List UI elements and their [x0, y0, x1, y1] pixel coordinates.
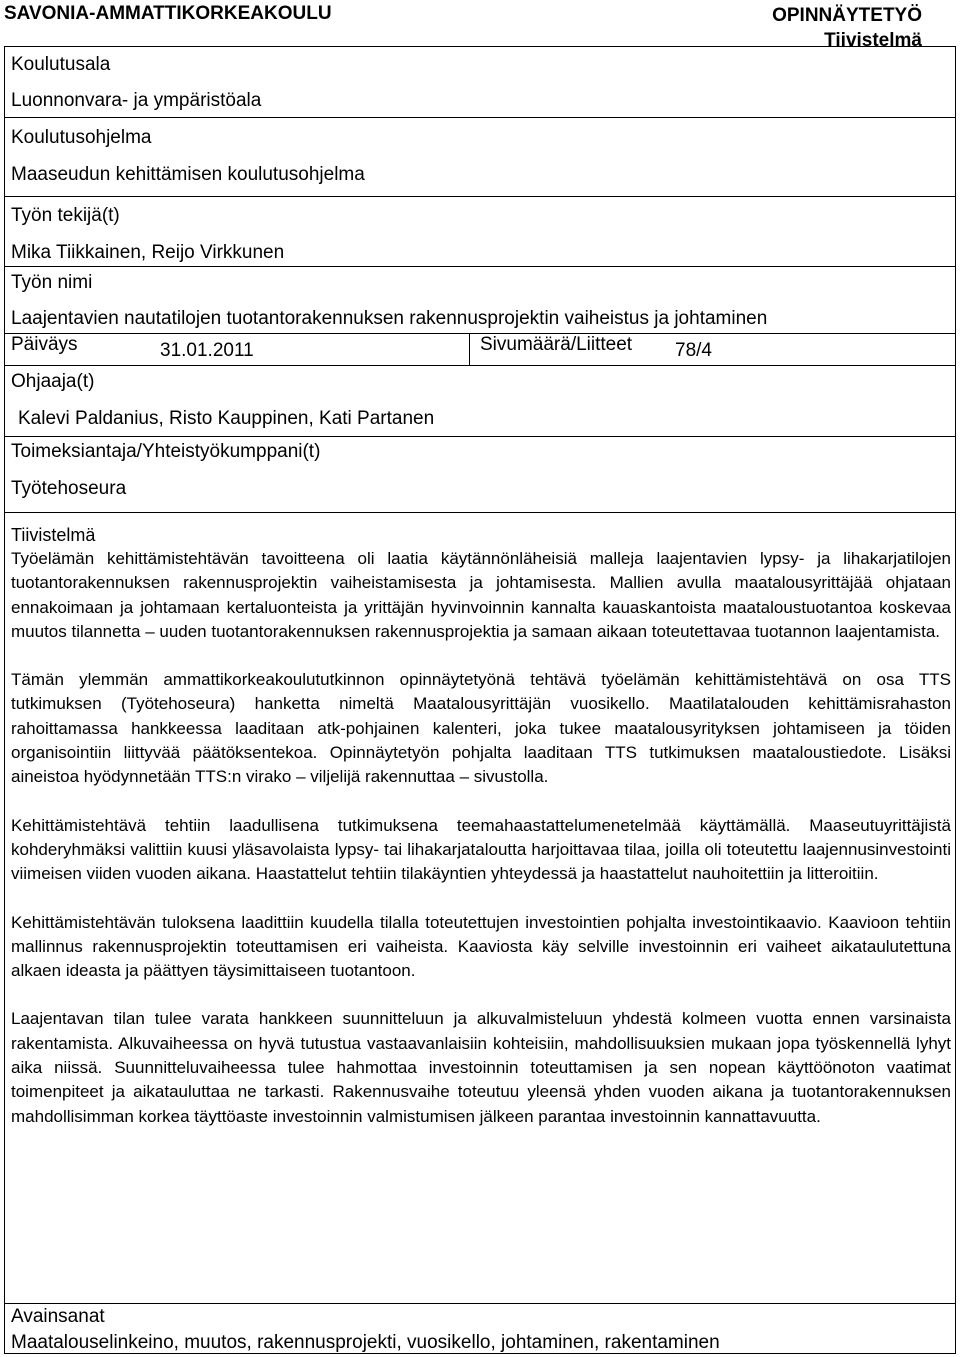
divider: [4, 1303, 956, 1304]
koulutusohjelma-value: Maaseudun kehittämisen koulutusohjelma: [11, 164, 365, 185]
divider: [469, 333, 470, 365]
ohjaaja-value: Kalevi Paldanius, Risto Kauppinen, Kati Partanen: [18, 408, 435, 429]
nimi-label: Työn nimi: [11, 272, 93, 293]
avainsanat-label: Avainsanat: [11, 1306, 105, 1327]
abstract-paragraph: Kehittämistehtävä tehtiin laadullisena tutkimuksena teemahaastattelumenetelmää käyttämällä. Maaseutuyrittäjistä kohderyhmäksi valittiin kuusi yläsavolaista lypsy- tai lihakarjataloutta harjoittavaa tilaa, joilla oli toteutettu laajennusinvestointi viimeisen viiden vuoden aikana. Haastattelut tehtiin tilakäyntien yhteydessä ja haastattelut nauhoitettiin ja litteroitiin.: [11, 815, 951, 884]
toimeksiantaja-label: Toimeksiantaja/Yhteistyökumppani(t): [11, 441, 321, 462]
divider: [4, 266, 956, 267]
tekijat-value: Mika Tiikkainen, Reijo Virkkunen: [11, 242, 285, 263]
divider: [4, 365, 956, 366]
koulutusala-label: Koulutusala: [11, 54, 111, 75]
toimeksiantaja-value: Työtehoseura: [11, 478, 127, 499]
ohjaaja-label: Ohjaaja(t): [11, 371, 95, 392]
divider: [4, 512, 956, 513]
document-type-title: OPINNÄYTETYÖ: [772, 5, 922, 26]
nimi-value: Laajentavien nautatilojen tuotantorakennuksen rakennusprojektin vaiheistus ja johtaminen: [11, 308, 768, 329]
paivays-value: 31.01.2011: [160, 340, 254, 361]
abstract-body: [11, 547, 951, 1153]
abstract-paragraph: Kehittämistehtävän tuloksena laadittiin kuudella tilalla toteutettujen investointien pohjalta investointikaavio. Kaavioon tehtiin mallinnus rakennusprojektin toteuttamisen eri vaiheista. Kaaviosta käy selville investoinnin eri vaiheet aikataulutettuna alkaen ideasta ja päättyen täysimittaiseen tuotantoon.: [11, 912, 951, 981]
tiivistelma-label: Tiivistelmä: [11, 525, 96, 545]
abstract-paragraph: Työelämän kehittämistehtävän tavoitteena oli laatia käytännönläheisiä malleja laajentavien lypsy- ja lihakarjatilojen tuotantorakennuksen rakennusprojektin vaiheistamisesta ja johtamisesta. Mallien avulla maatalousyrittäjää ohjataan ennakoimaan ja johtamaan kertaluonteista ja yrittäjän hyvinvoinnin kannalta kauaskantoista maataloustuotantoa koskevaa muutos tilannetta – uuden tuotantorakennuksen rakennusprojektia ja samaan aikaan toteutettavaa tuotannon laajentamista.: [11, 549, 951, 641]
document-type-subtitle: Tiivistelmä: [824, 30, 922, 51]
koulutusohjelma-label: Koulutusohjelma: [11, 127, 152, 148]
divider: [4, 117, 956, 118]
sivumaara-value: 78/4: [675, 340, 712, 361]
abstract-paragraph: Tämän ylemmän ammattikorkeakoulututkinnon opinnäytetyönä tehtävä työelämän kehittämistehtävä on osa TTS tutkimuksen (Työtehoseura) hanketta nimeltä Maatalousyrittäjän vuosikello. Maatilatalouden kehittämisrahaston rahoittamassa hankkeessa laaditaan atk-pohjainen kalenteri, joka tukee maatalousyrityksen johtamiseen ja töiden organisointiin liittyvää päätöksentekoa. Opinnäytetyön pohjalta laaditaan TTS tutkimuksen maataloustiedote. Lisäksi aineistoa hyödynnetään TTS:n virako – viljelijä rakennuttaa – sivustolla.: [11, 670, 951, 787]
paivays-label: Päiväys: [11, 334, 78, 355]
school-name: SAVONIA-AMMATTIKORKEAKOULU: [4, 3, 332, 24]
divider: [4, 436, 956, 437]
sivumaara-label: Sivumäärä/Liitteet: [480, 334, 633, 355]
avainsanat-value: Maatalouselinkeino, muutos, rakennusprojekti, vuosikello, johtaminen, rakentaminen: [11, 1332, 720, 1353]
abstract-paragraph: Laajentavan tilan tulee varata hankkeen suunnitteluun ja alkuvalmisteluun yhdestä kolmeen vuotta ennen varsinaista rakentamista. Alkuvaiheessa on hyvä tutustua vastaavanlaisiin kohteisiin, mahdollisuuksien mukaan jopa työskennellä lyhyt aika niissä. Suunnitteluvaiheessa tulee hahmottaa investoinnin toteuttamisen ja sen nopean käyttöönoton vaatimat toimenpiteet ja aikatauluttaa ne tarkasti. Rakennusvaihe toteutuu yleensä yhden vuoden aikana ja tuotantorakennuksen mahdollisimman korkea täyttöaste investoinnin valmistumisen jälkeen parantaa investoinnin kannattavuutta.: [11, 1009, 951, 1126]
koulutusala-value: Luonnonvara- ja ympäristöala: [11, 90, 262, 111]
tekijat-label: Työn tekijä(t): [11, 205, 120, 226]
divider: [4, 196, 956, 197]
